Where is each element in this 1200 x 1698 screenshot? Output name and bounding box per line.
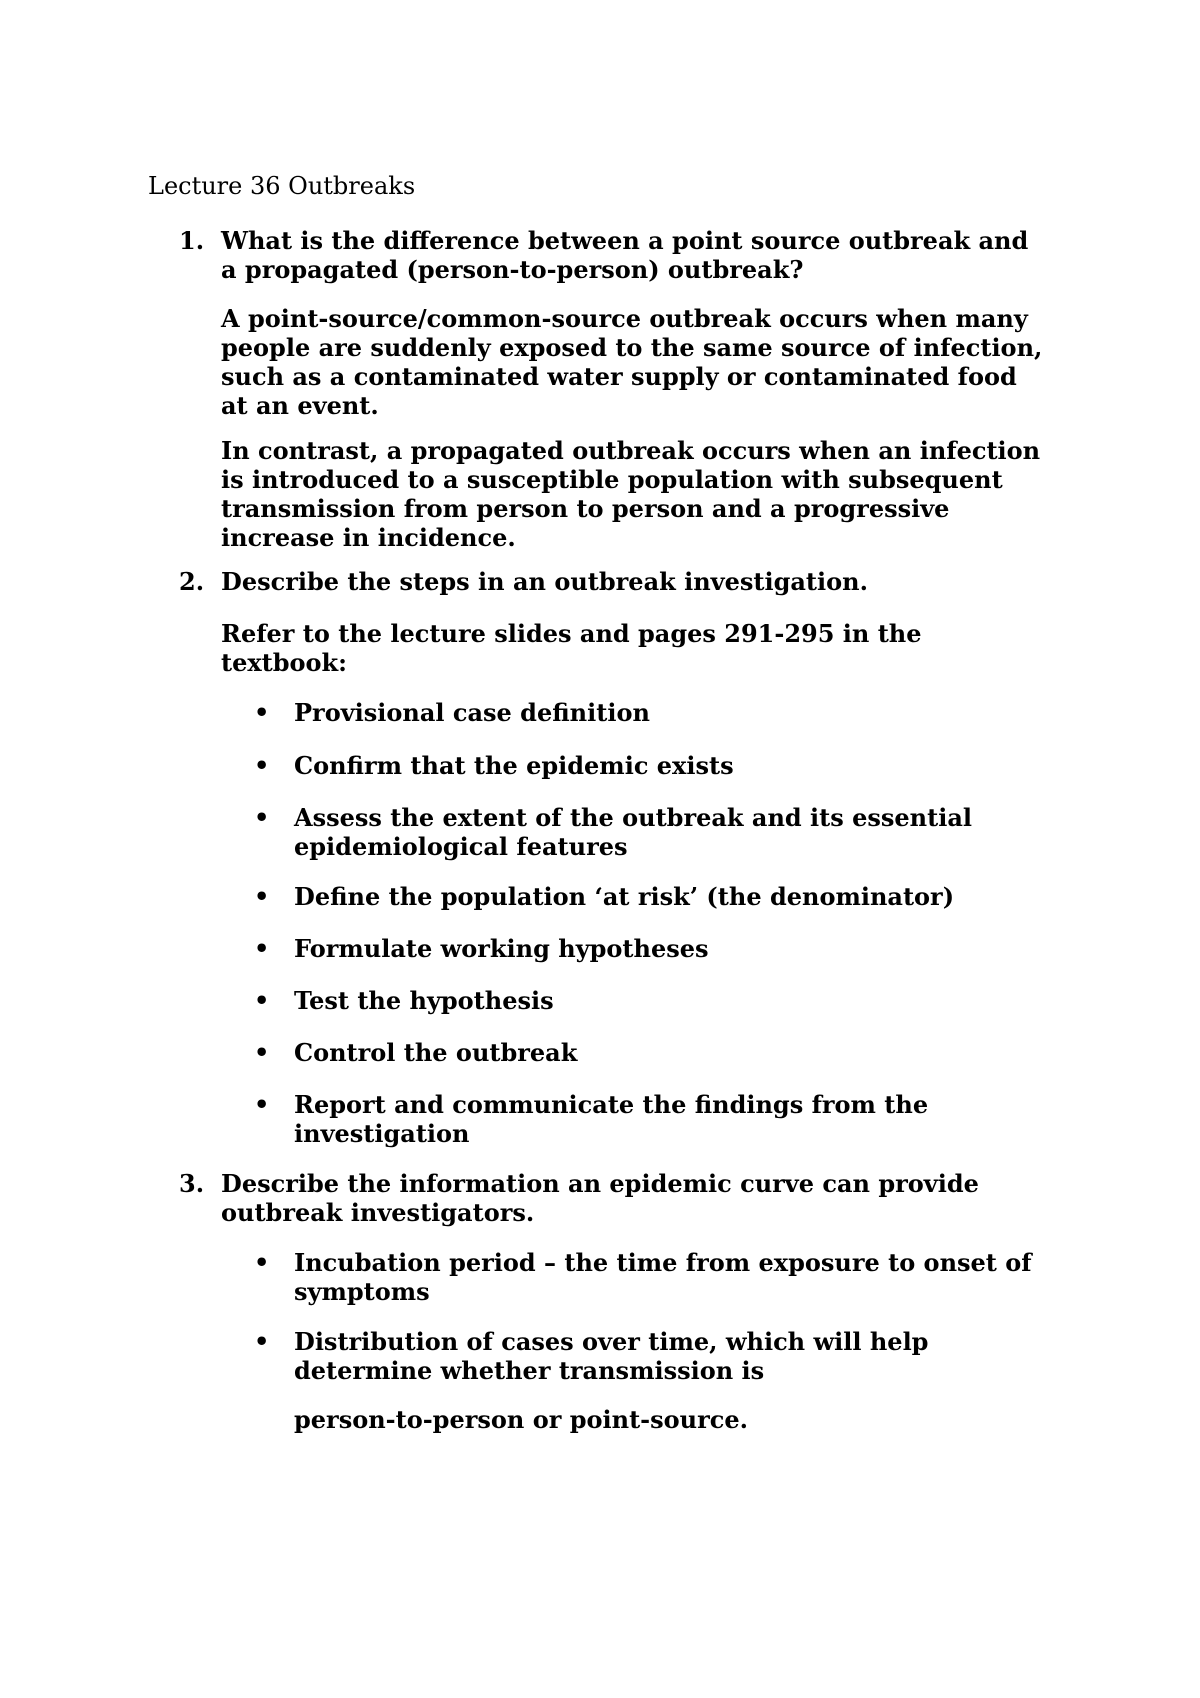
bullet-icon: • (254, 751, 270, 780)
answer-1-paragraph-2 (221, 436, 1081, 552)
bullet-icon: • (254, 698, 270, 727)
step-list-item (294, 1090, 1094, 1148)
bullet-icon: • (254, 1327, 270, 1356)
answer-line: A point-source/common-source outbreak occurs when many (221, 304, 1028, 333)
bullet-icon: • (254, 882, 270, 911)
answer-line: is introduced to a susceptible population with subsequent (221, 465, 1003, 494)
question-3-line: outbreak investigators. (221, 1198, 535, 1227)
step-line: Test the hypothesis (294, 986, 554, 1015)
bullet-icon: • (254, 1248, 270, 1277)
bullet-icon: • (254, 803, 270, 832)
bullet-icon: • (254, 1038, 270, 1067)
step-line: Define the population ‘at risk’ (the denominator) (294, 882, 955, 911)
answer-line: textbook: (221, 648, 348, 677)
step-line: Formulate working hypotheses (294, 934, 709, 963)
question-2-line: Describe the steps in an outbreak investigation. (221, 567, 868, 596)
page-title: Lecture 36 Outbreaks (148, 172, 416, 200)
question-1-line: What is the difference between a point source outbreak and (221, 226, 1029, 255)
step-list-item (294, 986, 1094, 1015)
step-line: Assess the extent of the outbreak and its essential (294, 803, 972, 832)
question-3-number: 3. (179, 1169, 205, 1198)
answer-line: In contrast, a propagated outbreak occurs when an infection (221, 436, 1041, 465)
question-2-number: 2. (179, 567, 205, 596)
curve-info-continuation (294, 1405, 1094, 1434)
item-line: person-to-person or point-source. (294, 1405, 748, 1434)
bullet-icon: • (254, 986, 270, 1015)
step-line: epidemiological features (294, 832, 628, 861)
item-line: determine whether transmission is (294, 1356, 765, 1385)
item-line: Incubation period – the time from exposure to onset of (294, 1248, 1032, 1277)
bullet-icon: • (254, 934, 270, 963)
curve-info-item (294, 1248, 1094, 1306)
step-line: investigation (294, 1119, 470, 1148)
question-3-text (221, 1169, 1081, 1227)
answer-line: people are suddenly exposed to the same source of infection, (221, 333, 1043, 362)
answer-line: such as a contaminated water supply or contaminated food (221, 362, 1017, 391)
answer-line: transmission from person to person and a progressive (221, 494, 950, 523)
answer-1-paragraph-1 (221, 304, 1081, 420)
step-list-item (294, 803, 1094, 861)
step-list-item (294, 882, 1094, 911)
step-list-item (294, 934, 1094, 963)
answer-line: at an event. (221, 391, 379, 420)
bullet-icon: • (254, 1090, 270, 1119)
answer-line: increase in incidence. (221, 523, 516, 552)
item-line: symptoms (294, 1277, 430, 1306)
question-1-number: 1. (179, 226, 205, 255)
answer-line: Refer to the lecture slides and pages 291-295 in the (221, 619, 922, 648)
step-line: Control the outbreak (294, 1038, 578, 1067)
question-1-text (221, 226, 1081, 284)
question-2-text (221, 567, 1081, 596)
question-3-line: Describe the information an epidemic curve can provide (221, 1169, 979, 1198)
curve-info-item (294, 1327, 1094, 1385)
step-line: Confirm that the epidemic exists (294, 751, 734, 780)
step-list-item (294, 1038, 1094, 1067)
step-line: Provisional case definition (294, 698, 650, 727)
answer-2-intro (221, 619, 1081, 677)
item-line: Distribution of cases over time, which will help (294, 1327, 929, 1356)
step-list-item (294, 698, 1094, 727)
question-1-line: a propagated (person-to-person) outbreak? (221, 255, 804, 284)
step-line: Report and communicate the findings from the (294, 1090, 929, 1119)
step-list-item (294, 751, 1094, 780)
